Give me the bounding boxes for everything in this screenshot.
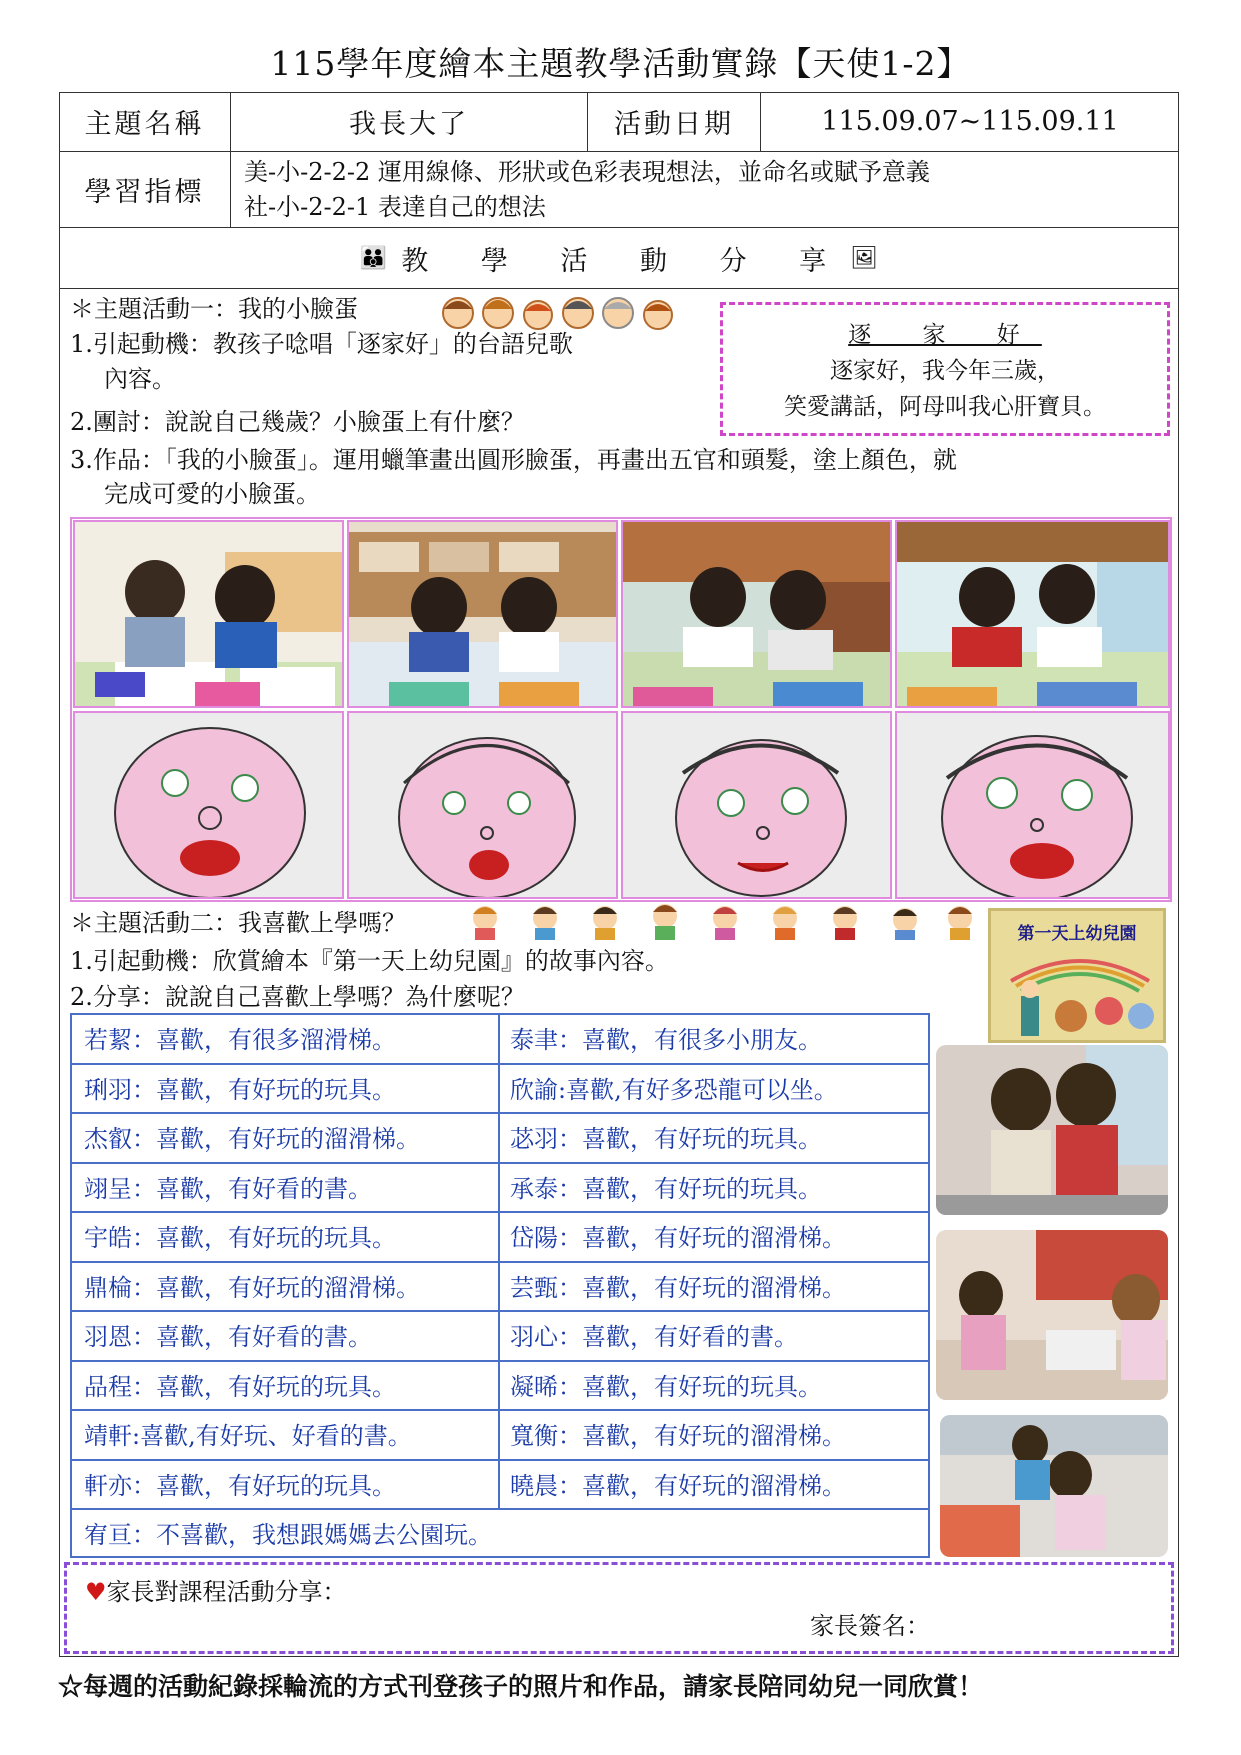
footer-note: ☆每週的活動紀錄採輪流的方式刊登孩子的照片和作品，請家長陪同幼兒一同欣賞！ [58,1672,984,1701]
face-drawing [895,711,1170,899]
divider [59,288,1179,289]
page-title: 115學年度繪本主題教學活動實錄【天使1-2】 [270,44,971,83]
response-cell: 苾羽：喜歡，有好玩的玩具。 [510,1125,822,1154]
table-divider [498,1360,500,1410]
response-cell: 軒亦：喜歡，有好玩的玩具。 [84,1471,396,1500]
table-divider [498,1310,500,1360]
table-divider [498,1063,500,1113]
classroom-photo [347,520,618,708]
response-cell: 凝晞：喜歡，有好玩的玩具。 [510,1372,822,1401]
table-divider [498,1112,500,1162]
table-divider [498,1459,500,1509]
activity1-item1b: 內容。 [104,365,176,393]
table-divider [498,1162,500,1212]
face-drawing [347,711,618,899]
response-cell: 杰叡：喜歡，有好玩的溜滑梯。 [84,1125,420,1154]
book-title: 第一天上幼兒園 [1017,924,1137,944]
book-cover [988,908,1166,1043]
classroom-photo [73,520,344,708]
response-cell: 承泰：喜歡，有好玩的玩具。 [510,1174,822,1203]
activity2-item1: 1.引起動機：欣賞繪本『第一天上幼兒園』的故事內容。 [70,947,669,975]
response-cell: 寬衡：喜歡，有好玩的溜滑梯。 [510,1422,846,1451]
response-cell: 泰聿：喜歡，有很多小朋友。 [510,1026,822,1055]
response-cell: 宇皓：喜歡，有好玩的玩具。 [84,1224,396,1253]
response-cell: 琍羽：喜歡，有好玩的玩具。 [84,1075,396,1104]
response-cell: 岱陽：喜歡，有好玩的溜滑梯。 [510,1224,846,1253]
activity1-item1a: 1.引起動機：教孩子唸唱「逐家好」的台語兒歌 [70,330,573,358]
response-cell: 曉晨：喜歡，有好玩的溜滑梯。 [510,1471,846,1500]
date-value: 115.09.07~115.09.11 [821,106,1119,137]
response-cell: 芸甄：喜歡，有好玩的溜滑梯。 [510,1273,846,1302]
activity1-item3b: 完成可愛的小臉蛋。 [104,480,320,508]
kids-decoration [465,900,975,946]
activity2-title: ＊主題活動二：我喜歡上學嗎？ [70,909,406,937]
parent-share-line [85,1575,347,1609]
share-heading: 👪 教 學 活 動 分 享 🖼 [359,245,879,277]
response-cell: 宥亘：不喜歡，我想跟媽媽去公園玩。 [84,1521,492,1550]
theme-label: 主題名稱 [84,109,205,140]
goal-line-1: 美-小-2-2-2 運用線條、形狀或色彩表現想法，並命名或賦予意義 [244,158,930,186]
response-cell: 靖軒:喜歡,有好玩、好看的書。 [84,1422,412,1451]
table-divider [498,1211,500,1261]
activity1-item2: 2.團討：說說自己幾歲？小臉蛋上有什麼？ [70,408,525,436]
song-lyrics-box [720,302,1170,436]
cartoon-kids-icon [465,900,975,942]
table-divider [498,1013,500,1063]
school-photo [936,1045,1168,1215]
school-photo [936,1230,1168,1400]
school-photo [940,1415,1168,1557]
response-cell: 欣諭:喜歡,有好多恐龍可以坐。 [510,1075,838,1104]
response-cell: 翊呈：喜歡，有好看的書。 [84,1174,372,1203]
parent-share-label: 家長對課程活動分享： [106,1578,347,1606]
activity1-item3a: 3.作品：「我的小臉蛋」。運用蠟筆畫出圓形臉蛋，再畫出五官和頭髮，塗上顏色，就 [70,446,957,474]
table-divider [498,1409,500,1459]
song-title: 逐 家 好 [848,322,1042,348]
song-line-2: 笑愛講話，阿母叫我心肝寶貝。 [784,394,1106,420]
goal-label: 學習指標 [84,177,205,208]
face-drawing [73,711,344,899]
response-cell: 若絜：喜歡，有很多溜滑梯。 [84,1026,396,1055]
heart-icon: ♥ [85,1578,107,1606]
activity1-title: ＊主題活動一：我的小臉蛋 [70,295,358,323]
response-cell: 品程：喜歡，有好玩的玩具。 [84,1372,396,1401]
goal-line-2: 社-小-2-2-1 表達自己的想法 [244,193,546,221]
response-cell: 鼎棆：喜歡，有好玩的溜滑梯。 [84,1273,420,1302]
song-line-1: 逐家好，我今年三歲， [830,358,1060,384]
people-icon: 👪 [359,245,388,271]
response-cell: 羽心：喜歡，有好看的書。 [510,1323,798,1352]
face-drawing [621,711,892,899]
date-label: 活動日期 [614,109,734,140]
parent-signature-label: 家長簽名： [810,1612,930,1640]
table-divider [498,1261,500,1311]
theme-value: 我長大了 [349,109,469,140]
response-cell: 羽恩：喜歡，有好看的書。 [84,1323,372,1352]
classroom-photo [621,520,892,708]
picture-icon: 🖼 [850,245,879,271]
classroom-photo [895,520,1170,708]
activity2-item2: 2.分享：說說自己喜歡上學嗎？為什麼呢？ [70,983,525,1011]
